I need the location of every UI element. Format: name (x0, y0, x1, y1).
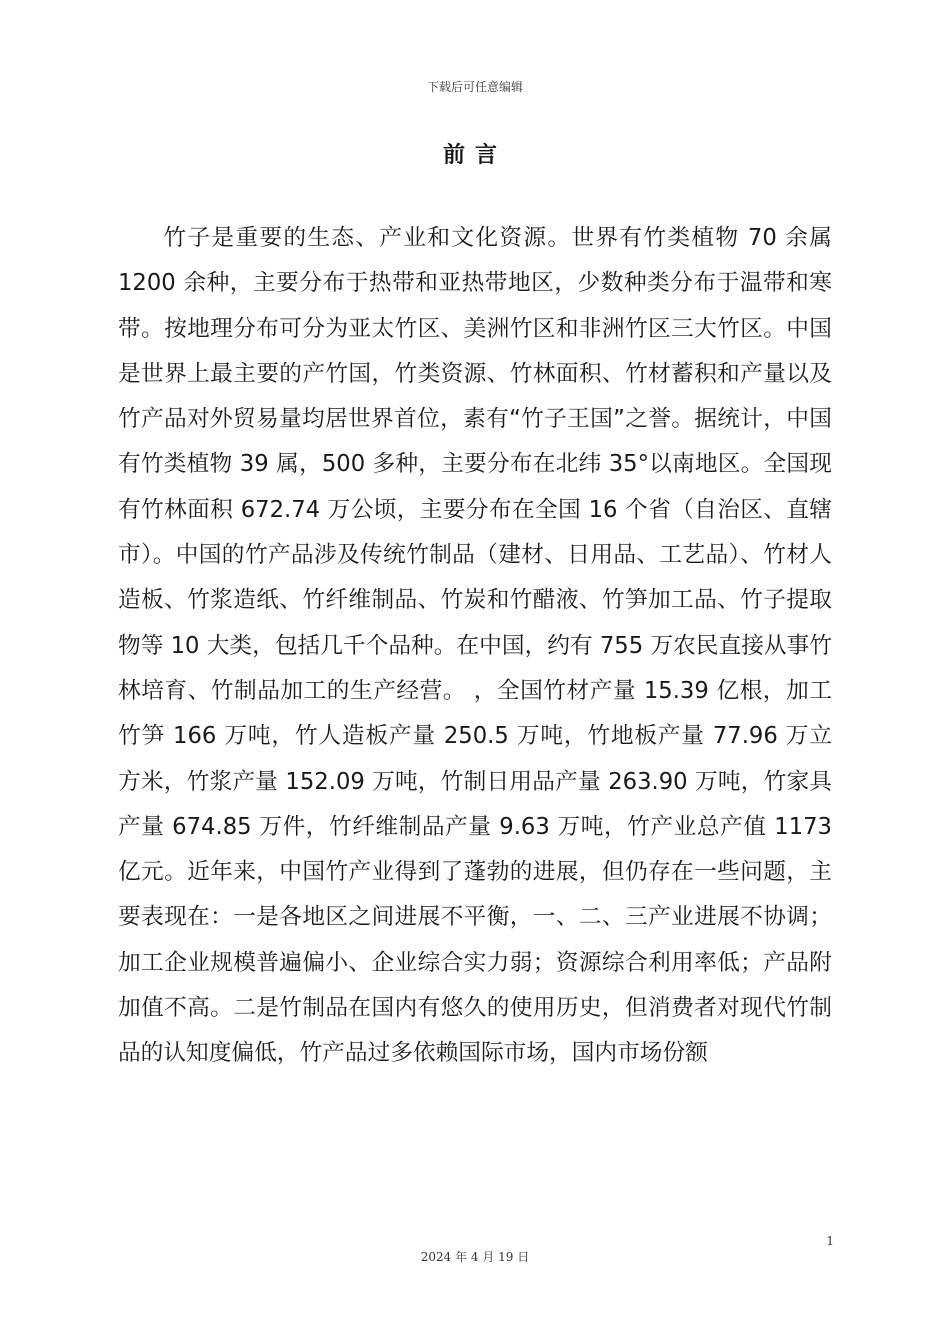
body-paragraph: 竹子是重要的生态、产业和文化资源。世界有竹类植物 70 余属 1200 余种，主要分布于热带和亚热带地区，少数种类分布于温带和寒带。按地理分布可分为亚太竹区、美洲竹区和非洲竹区三大竹区。中国是世界上最主要的产竹国，竹类资源、竹林面积、竹材蓄积和产量以及竹产品对外贸易量均居世界首位，素有“竹子王国”之誉。据统计，中国有竹类植物 39 属，500 多种，主要分布在北纬 35°以南地区。全国现有竹林面积 672.74 万公顷，主要分布在全国 16 个省（自治区、直辖市）。中国的竹产品涉及传统竹制品（建材、日用品、工艺品）、竹材人造板、竹浆造纸、竹纤维制品、竹炭和竹醋液、竹笋加工品、竹子提取物等 10 大类，包括几千个品种。在中国，约有 755 万农民直接从事竹林培育、竹制品加工的生产经营。 ，全国竹材产量 15.39 亿根，加工竹笋 166 万吨，竹人造板产量 250.5 万吨，竹地板产量 77.96 万立方米，竹浆产量 152.09 万吨，竹制日用品产量 263.90 万吨，竹家具产量 674.85 万件，竹纤维制品产量 9.63 万吨，竹产业总产值 1173 亿元。近年来，中国竹产业得到了蓬勃的进展，但仍存在一些问题，主要表现在：一是各地区之间进展不平衡，一、二、三产业进展不协调；加工企业规模普遍偏小、企业综合实力弱；资源综合利用率低；产品附加值不高。二是竹制品在国内有悠久的使用历史，但消费者对现代竹制品的认知度偏低，竹产品过多依赖国际市场，国内市场份额 (118, 225, 832, 1067)
page-number: 1 (826, 1234, 834, 1248)
footer-date: 2024 年 4 月 19 日 (420, 1250, 530, 1264)
header-note: 下载后可任意编辑 (426, 80, 523, 94)
page-title: 前言 (442, 143, 507, 168)
